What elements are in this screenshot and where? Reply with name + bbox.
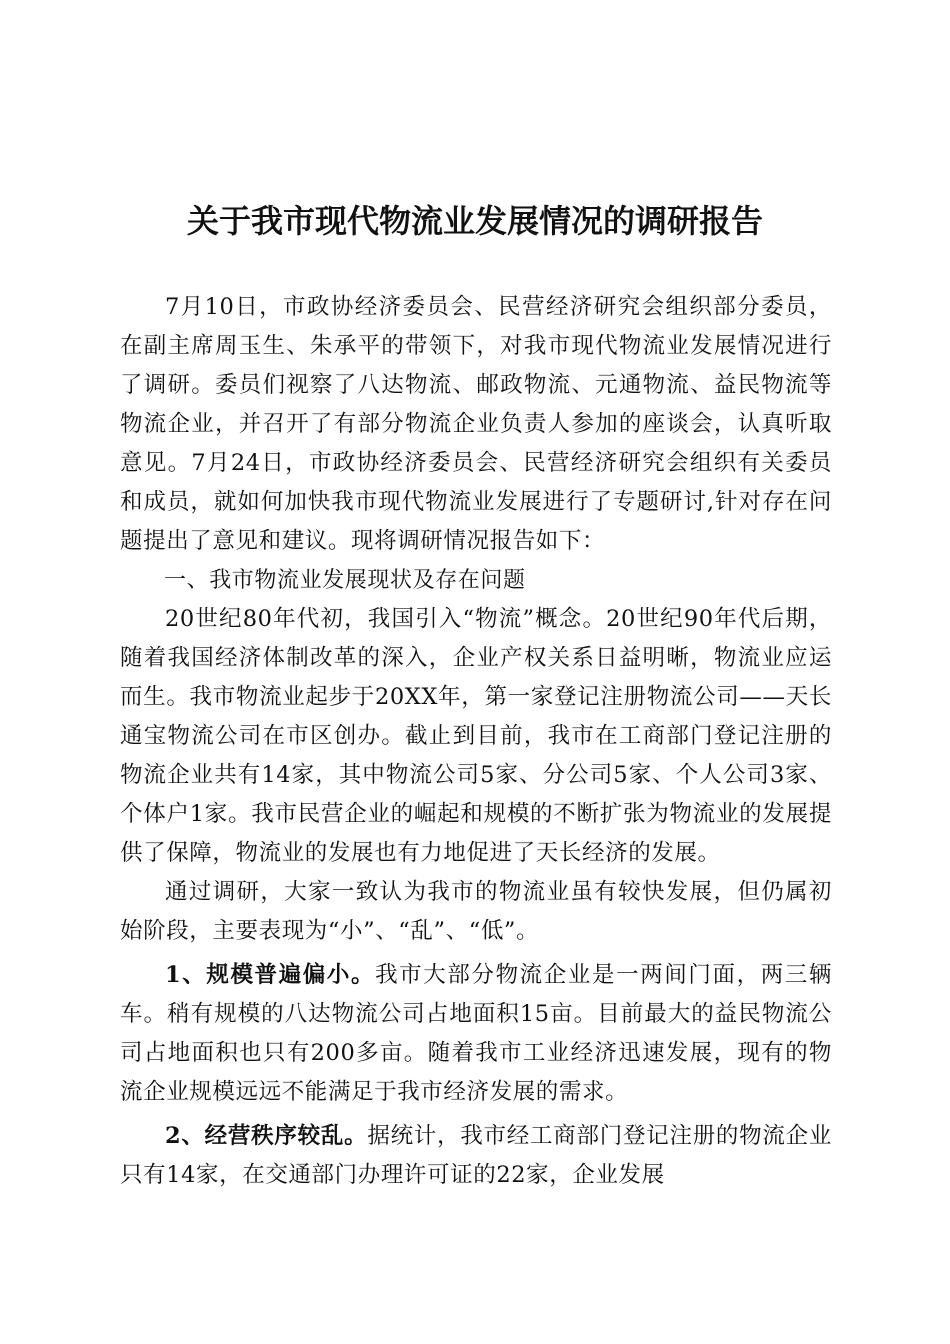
point-2-lead: 2、经营秩序较乱。 (165, 1123, 368, 1149)
history-paragraph: 20世纪80年代初，我国引入“物流”概念。20世纪90年代后期，随着我国经济体制改革的深入，企业产权关系日益明晰，物流业应运而生。我市物流业起步于20XX年，第一家登记注册物流公司——天长通宝物流公司在市区创办。截止到目前，我市在工商部门登记注册的物流企业共有14家，其中物流公司5家、分公司5家、个人公司3家、个体户1家。我市民营企业的崛起和规模的不断扩张为物流业的发展提供了保障，物流业的发展也有力地促进了天长经济的发展。 (120, 606, 832, 866)
point-1-paragraph (120, 956, 832, 1112)
point-1-text: 我市大部分物流企业是一两间门面，两三辆车。稍有规模的八达物流公司占地面积15亩。目前最大的益民物流公司占地面积也只有200多亩。随着我市工业经济迅速发展，现有的物流企业规模远远不能满足于我市经济发展的需求。 (120, 962, 832, 1105)
summary-paragraph: 通过调研，大家一致认为我市的物流业虽有较快发展，但仍属初始阶段，主要表现为“小”、“乱”、“低”。 (120, 879, 832, 944)
section-heading: 一、我市物流业发展现状及存在问题 (164, 568, 526, 593)
document-title: 关于我市现代物流业发展情况的调研报告 (186, 202, 763, 240)
point-2-paragraph (120, 1117, 832, 1195)
point-1-lead: 1、规模普遍偏小。 (165, 962, 376, 988)
point-2-text: 据统计，我市经工商部门登记注册的物流企业只有14家，在交通部门办理许可证的22家，企业发展 (120, 1123, 832, 1188)
document-body (120, 288, 832, 1195)
intro-paragraph: 7月10日，市政协经济委员会、民营经济研究会组织部分委员，在副主席周玉生、朱承平的带领下，对我市现代物流业发展情况进行了调研。委员们视察了八达物流、邮政物流、元通物流、益民物流等物流企业，并召开了有部分物流企业负责人参加的座谈会，认真听取意见。7月24日，市政协经济委员会、民营经济研究会组织有关委员和成员，就如何加快我市现代物流业发展进行了专题研讨,针对存在问题提出了意见和建议。现将调研情况报告如下： (120, 294, 832, 554)
